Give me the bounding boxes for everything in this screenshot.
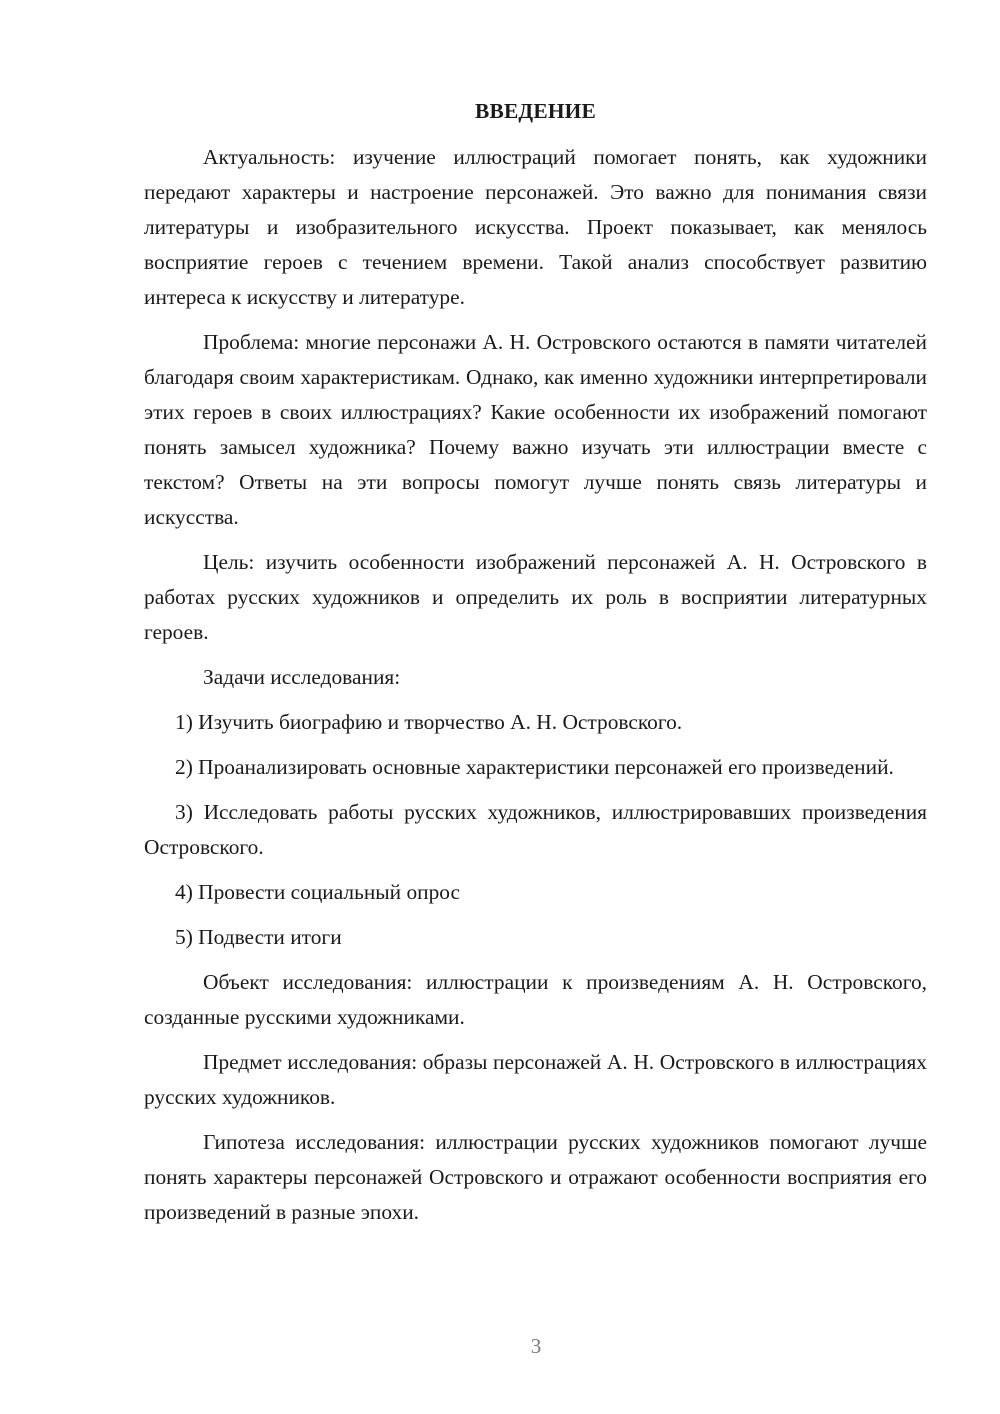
problem-paragraph: Проблема: многие персонажи А. Н. Островского остаются в памяти читателей благодаря своим характеристикам. Однако, как именно художники интерпретировали этих героев в своих иллюстрациях? Какие особенности их изображений помогают понять замысел художника? Почему важно изучать эти иллюстрации вместе с текстом? Ответы на эти вопросы помогут лучше понять связь литературы и искусства.	[144, 330, 927, 529]
task-item: 1) Изучить биографию и творчество А. Н. Островского.	[175, 710, 683, 734]
hypothesis-paragraph: Гипотеза исследования: иллюстрации русских художников помогают лучше понять характеры персонажей Островского и отражают особенности восприятия его произведений в разные эпохи.	[144, 1130, 927, 1224]
subject-paragraph: Предмет исследования: образы персонажей А. Н. Островского в иллюстрациях русских художников.	[144, 1050, 927, 1109]
goal-paragraph: Цель: изучить особенности изображений персонажей А. Н. Островского в работах русских художников и определить их роль в восприятии литературных героев.	[144, 550, 927, 644]
tasks-heading: Задачи исследования:	[203, 665, 401, 689]
task-item: 3) Исследовать работы русских художников, иллюстрировавших произведения Островского.	[144, 800, 927, 859]
task-item: 5) Подвести итоги	[175, 925, 342, 949]
page-number: 3	[530, 1334, 542, 1358]
page-content	[144, 94, 927, 1240]
relevance-paragraph: Актуальность: изучение иллюстраций помогает понять, как художники передают характеры и настроение персонажей. Это важно для понимания связи литературы и изобразительного искусства. Проект показывает, как менялось восприятие героев с течением времени. Такой анализ способствует развитию интереса к искусству и литературе.	[144, 145, 927, 309]
tasks-list	[144, 705, 927, 955]
object-paragraph: Объект исследования: иллюстрации к произведениям А. Н. Островского, созданные русскими художниками.	[144, 970, 927, 1029]
section-title: ВВЕДЕНИЕ	[475, 99, 596, 123]
task-item: 2) Проанализировать основные характеристики персонажей его произведений.	[175, 755, 894, 779]
task-item: 4) Провести социальный опрос	[175, 880, 461, 904]
